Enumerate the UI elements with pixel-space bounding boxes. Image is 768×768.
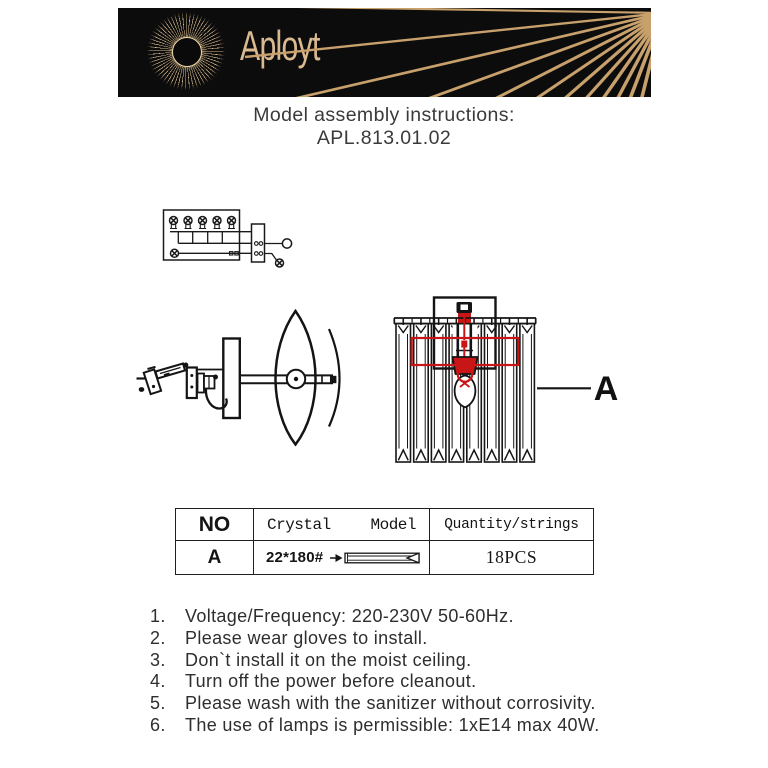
- row-no: A: [207, 546, 222, 568]
- list-item: [150, 628, 750, 650]
- item-number: 1.: [150, 606, 166, 626]
- item-number: 3.: [150, 649, 166, 670]
- brand-banner: [118, 8, 651, 97]
- brand-name: Aployt: [240, 22, 320, 69]
- item-number: 5.: [150, 693, 166, 714]
- part-label-a: A: [593, 370, 619, 408]
- table-header-row: [176, 509, 593, 541]
- model-code: APL.813.01.02: [316, 127, 452, 149]
- item-text: Voltage/Frequency: 220-230V 50-60Hz.: [185, 606, 514, 626]
- list-item: [150, 715, 750, 737]
- crystal-rod-icon: [329, 549, 424, 567]
- item-number: 4.: [150, 671, 166, 692]
- front-view-drawing: [388, 292, 598, 470]
- table-row: [176, 541, 593, 574]
- item-text: The use of lamps is permissible: 1xE14 max 40W.: [185, 714, 600, 735]
- item-text: Turn off the power before cleanout.: [185, 671, 477, 692]
- crystal-size: 22*180#: [266, 549, 324, 566]
- wiring-diagram: [150, 198, 310, 278]
- title-block: [0, 105, 768, 149]
- list-item: [150, 693, 750, 715]
- row-crystal-model: [253, 541, 429, 574]
- item-number: 6.: [150, 714, 166, 735]
- instruction-list: [150, 606, 750, 737]
- side-view-drawing: [128, 300, 350, 455]
- header-model: Model: [370, 515, 416, 534]
- item-text: Don`t install it on the moist ceiling.: [185, 649, 472, 670]
- ray-fan-decoration: [118, 8, 651, 97]
- item-text: Please wash with the sanitizer without corrosivity.: [185, 693, 596, 714]
- list-item: [150, 650, 750, 672]
- list-item: [150, 606, 750, 628]
- header-crystal: Crystal: [267, 515, 331, 534]
- header-no: NO: [198, 512, 231, 536]
- item-text: Please wear gloves to install.: [185, 627, 428, 648]
- header-quantity: Quantity/strings: [429, 509, 593, 540]
- list-item: [150, 671, 750, 693]
- header-crystal-model: [253, 509, 429, 540]
- row-quantity: 18PCS: [429, 541, 593, 574]
- page-title: Model assembly instructions:: [253, 104, 515, 126]
- item-number: 2.: [150, 627, 166, 648]
- parts-table: [175, 508, 594, 575]
